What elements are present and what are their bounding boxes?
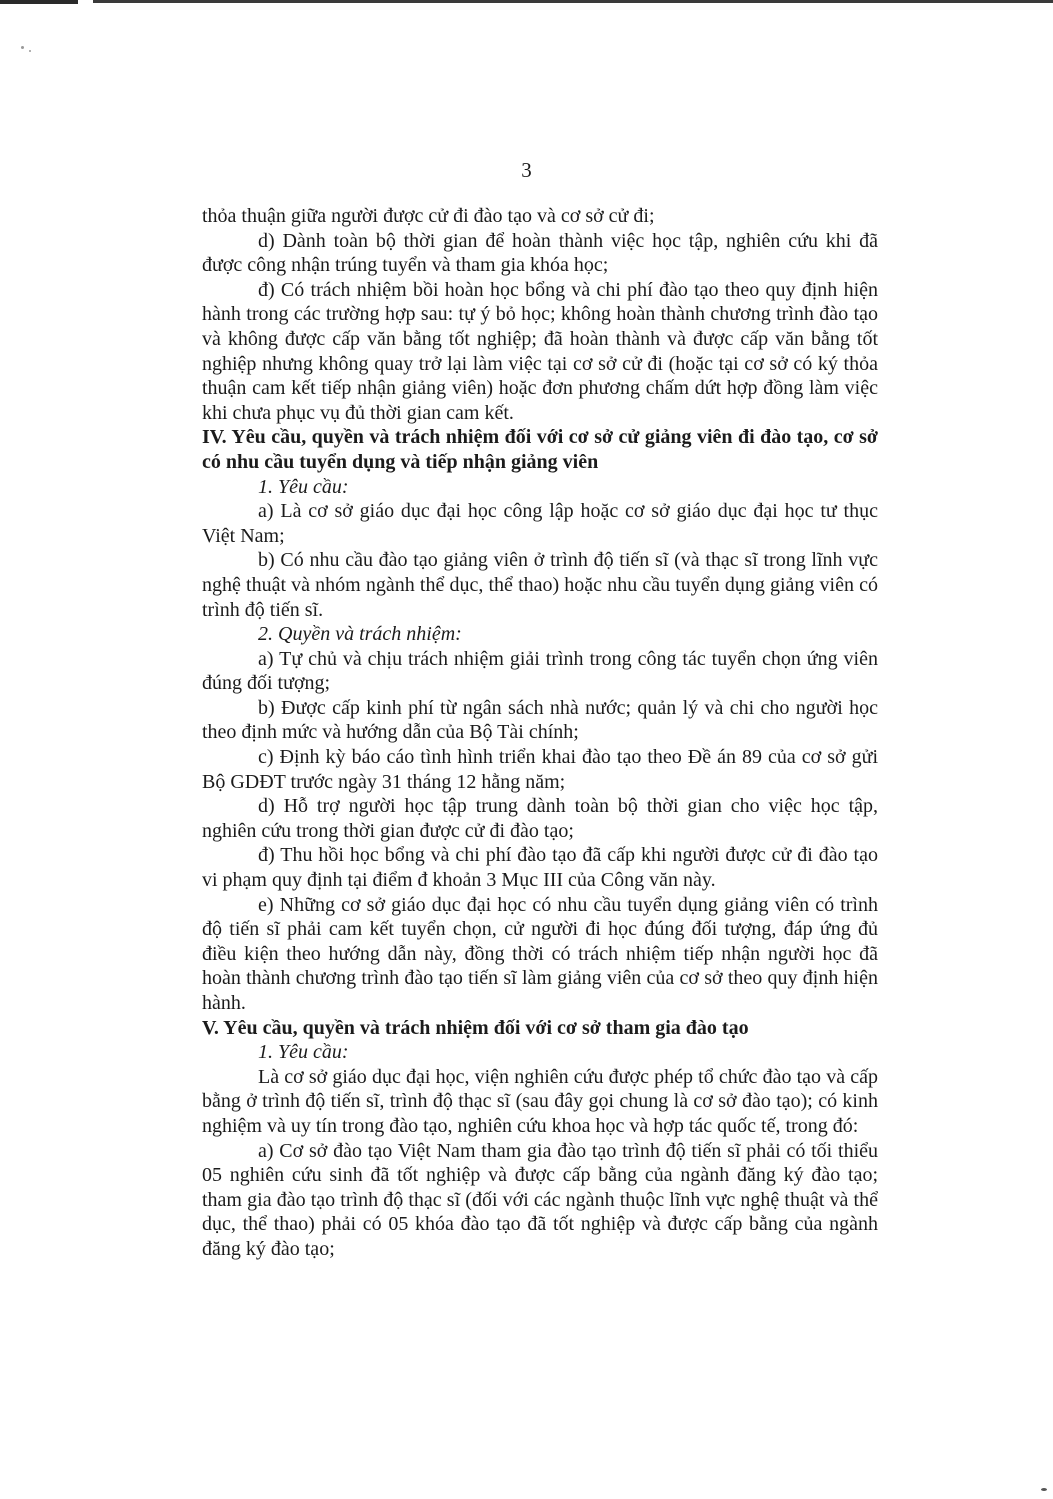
paragraph-intro: Là cơ sở giáo dục đại học, viện nghiên cứu được phép tổ chức đào tạo và cấp bằng ở trình độ tiến sĩ, trình độ thạc sĩ (sau đây gọi chung là cơ sở đào tạo); có kinh nghiệm và uy tín trong đào tạo, nghiên cứu khoa học và hợp tác quốc tế, trong đó: [202, 1065, 878, 1137]
scan-edge-line [93, 0, 1053, 3]
section-heading-v: V. Yêu cầu, quyền và trách nhiệm đối với cơ sở tham gia đào tạo [202, 1016, 749, 1039]
paragraph-item-c: c) Định kỳ báo cáo tình hình triển khai đào tạo theo Đề án 89 của cơ sở gửi Bộ GDĐT trước ngày 31 tháng 12 hằng năm; [202, 746, 878, 793]
scan-speck [29, 50, 31, 52]
scan-speck [1041, 1488, 1047, 1491]
paragraph-item-a: a) Tự chủ và chịu trách nhiệm giải trình trong công tác tuyển chọn ứng viên đúng đối tượng; [202, 647, 878, 695]
paragraph-item-b: b) Có nhu cầu đào tạo giảng viên ở trình độ tiến sĩ (và thạc sĩ trong lĩnh vực nghệ thuật và nhóm ngành thể dục, thể thao) hoặc nhu cầu tuyển dụng giảng viên có trình độ tiến sĩ. [202, 549, 878, 621]
subheading-requirements: 1. Yêu cầu: [258, 475, 349, 498]
page-number: 3 [521, 158, 532, 182]
paragraph-item-e: e) Những cơ sở giáo dục đại học có nhu cầu tuyển dụng giảng viên có trình độ tiến sĩ phải cam kết tuyển chọn, cử người đi học đúng đối tượng, đáp ứng đủ điều kiện theo hướng dẫn này, đồng thời có trách nhiệm tiếp nhận người học đã hoàn thành chương trình đào tạo tiến sĩ làm giảng viên của cơ sở theo quy định hiện hành. [202, 893, 878, 1014]
paragraph-continuation: thỏa thuận giữa người được cử đi đào tạo và cơ sở cử đi; [202, 205, 655, 227]
scan-speck [21, 46, 24, 49]
paragraph-item-b: b) Được cấp kinh phí từ ngân sách nhà nước; quản lý và chi cho người học theo định mức và hướng dẫn của Bộ Tài chính; [202, 696, 878, 744]
paragraph-item-a: a) Cơ sở đào tạo Việt Nam tham gia đào tạo trình độ tiến sĩ phải có tối thiểu 05 nghiên cứu sinh đã tốt nghiệp và được cấp bằng của ngành đăng ký đào tạo; tham gia đào tạo trình độ thạc sĩ (đối với các ngành thuộc lĩnh vực nghệ thuật và thể dục, thể thao) phải có 05 khóa đào tạo đã tốt nghiệp và được cấp bằng của ngành đăng ký đào tạo; [202, 1139, 878, 1260]
subheading-requirements: 1. Yêu cầu: [258, 1041, 349, 1064]
paragraph-item-d: d) Dành toàn bộ thời gian để hoàn thành việc học tập, nghiên cứu khi đã được công nhận trúng tuyển và tham gia khóa học; [202, 229, 878, 277]
document-body [202, 204, 878, 1262]
paragraph-item-dd: đ) Thu hồi học bổng và chi phí đào tạo đã cấp khi người được cử đi đào tạo vi phạm quy định tại điểm đ khoản 3 Mục III của Công văn này. [202, 844, 878, 892]
section-heading-iv: IV. Yêu cầu, quyền và trách nhiệm đối với cơ sở cử giảng viên đi đào tạo, cơ sở có nhu cầu tuyển dụng và tiếp nhận giảng viên [202, 426, 878, 473]
paragraph-item-dd: đ) Có trách nhiệm bồi hoàn học bổng và chi phí đào tạo theo quy định hiện hành trong các trường hợp sau: tự ý bỏ học; không hoàn thành chương trình đào tạo và không được cấp văn bằng tốt nghiệp; đã hoàn thành và được cấp văn bằng tốt nghiệp nhưng không quay trở lại làm việc tại cơ sở cử đi (hoặc tại cơ sở có ký thỏa thuận cam kết tiếp nhận giảng viên) hoặc đơn phương chấm dứt hợp đồng làm việc khi chưa phục vụ đủ thời gian cam kết. [202, 278, 878, 424]
scan-edge-mark [0, 0, 78, 4]
paragraph-item-a: a) Là cơ sở giáo dục đại học công lập hoặc cơ sở giáo dục đại học tư thục Việt Nam; [202, 500, 878, 547]
subheading-rights: 2. Quyền và trách nhiệm: [258, 623, 462, 646]
paragraph-item-d: d) Hỗ trợ người học tập trung dành toàn bộ thời gian cho việc học tập, nghiên cứu trong thời gian được cử đi đào tạo; [202, 795, 878, 842]
